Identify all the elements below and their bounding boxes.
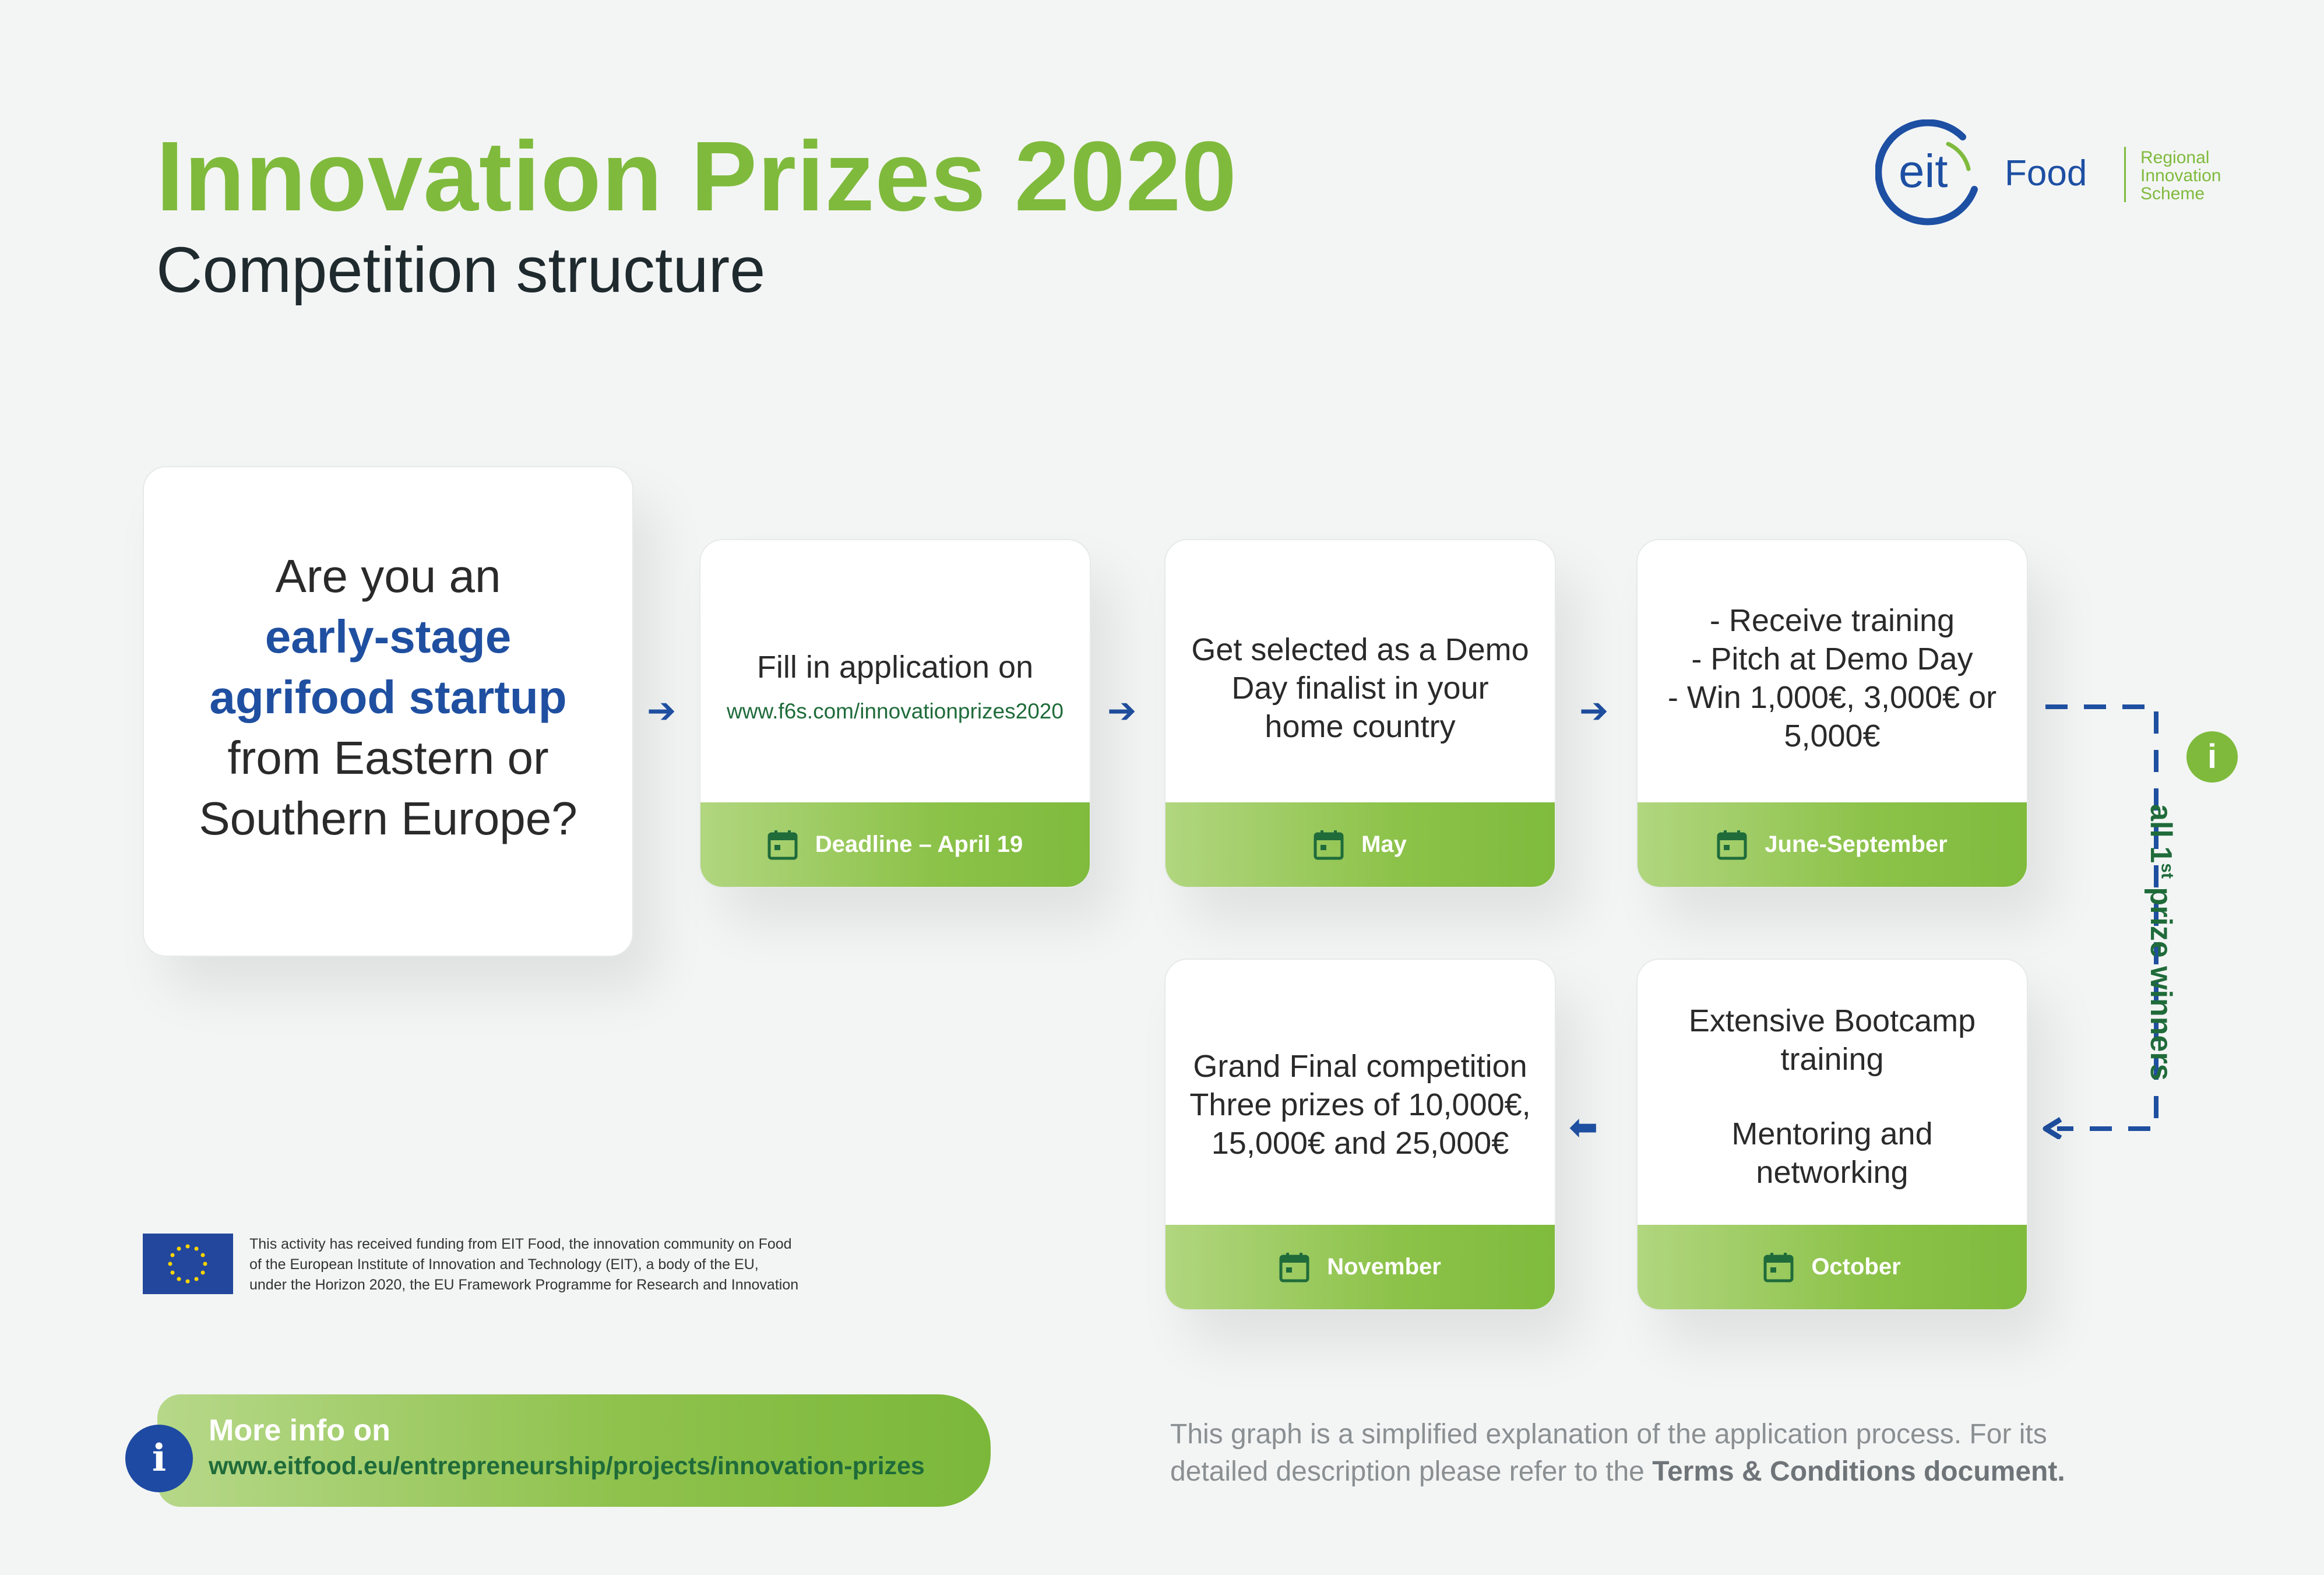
more-info-banner[interactable]	[157, 1394, 991, 1507]
eu-flag-icon	[143, 1234, 233, 1294]
date-bar	[1165, 802, 1555, 887]
logo-separator	[2124, 147, 2126, 202]
step-text: Three prizes of 10,000€, 15,000€ and 25,000€	[1189, 1087, 1531, 1161]
date-label: October	[1811, 1254, 1901, 1280]
eu-funding-text: This activity has received funding from EIT Food, the innovation community on Food of the European Institute of Innovation and Technology (EIT), a body of the EU, under the Horizon 2020, the EU Framework Programme for Research and Innovation	[249, 1236, 799, 1293]
date-bar	[1638, 802, 2027, 887]
date-label: November	[1327, 1254, 1441, 1280]
arrow-right-icon: ➔	[647, 691, 677, 730]
date-label: June-September	[1765, 831, 1948, 857]
step-text: Get selected as a Demo Day finalist in your home country	[1191, 632, 1529, 744]
calendar-icon	[1279, 1252, 1309, 1282]
step-card-application	[699, 539, 1091, 888]
step-text: - Win 1,000€, 3,000€ or 5,000€	[1667, 680, 1997, 753]
date-bar	[1638, 1225, 2027, 1309]
footnote: This graph is a simplified explanation of the application process. For its detailed description please refer to the Terms & Conditions document.	[1170, 1419, 2065, 1487]
step-text: - Receive training	[1709, 603, 1955, 638]
step-text: Mentoring and networking	[1731, 1116, 1933, 1190]
arrow-left-icon: ⬅	[1569, 1108, 1598, 1147]
arrow-right-icon: ➔	[1107, 691, 1137, 730]
more-info-title: More info on	[209, 1414, 390, 1447]
date-bar	[1165, 1225, 1555, 1309]
arrow-right-icon: ➔	[1579, 691, 1609, 730]
calendar-icon	[1314, 830, 1344, 860]
logo-eit: eit	[1899, 145, 1948, 197]
step-text: - Pitch at Demo Day	[1691, 642, 1973, 676]
date-bar	[700, 802, 1090, 887]
info-icon: i	[2186, 731, 2238, 783]
step-text: Grand Final competition	[1193, 1049, 1527, 1084]
question-text: Are you an early-stage agrifood startup from Eastern or Southern Europe?	[199, 550, 578, 844]
step-text: Fill in application on	[756, 650, 1034, 685]
step-card-selection	[1164, 539, 1556, 888]
prize-winners-label: all 1st prize winners	[2144, 804, 2178, 1081]
page-title: Innovation Prizes 2020	[156, 121, 1237, 232]
date-label: May	[1361, 831, 1407, 857]
calendar-icon	[1717, 830, 1747, 860]
logo-scheme: Regional Innovation Scheme	[2140, 148, 2221, 203]
more-info-link[interactable]: www.eitfood.eu/entrepreneurship/projects/innovation-prizes	[209, 1452, 925, 1480]
calendar-icon	[1763, 1252, 1794, 1282]
info-icon: i	[125, 1425, 193, 1492]
calendar-icon	[767, 830, 798, 860]
date-label: Deadline – April 19	[815, 831, 1023, 857]
step-text: Extensive Bootcamp training	[1688, 1003, 1976, 1077]
terms-link[interactable]: Terms & Conditions document.	[1652, 1456, 2065, 1487]
logo-food: Food	[2005, 153, 2087, 193]
step-card-bootcamp	[1636, 959, 2028, 1310]
question-card	[143, 466, 633, 957]
page-subtitle: Competition structure	[156, 234, 766, 306]
step-card-training	[1636, 539, 2028, 888]
application-link[interactable]: www.f6s.com/innovationprizes2020	[727, 699, 1064, 723]
step-card-grand-final	[1164, 959, 1556, 1310]
